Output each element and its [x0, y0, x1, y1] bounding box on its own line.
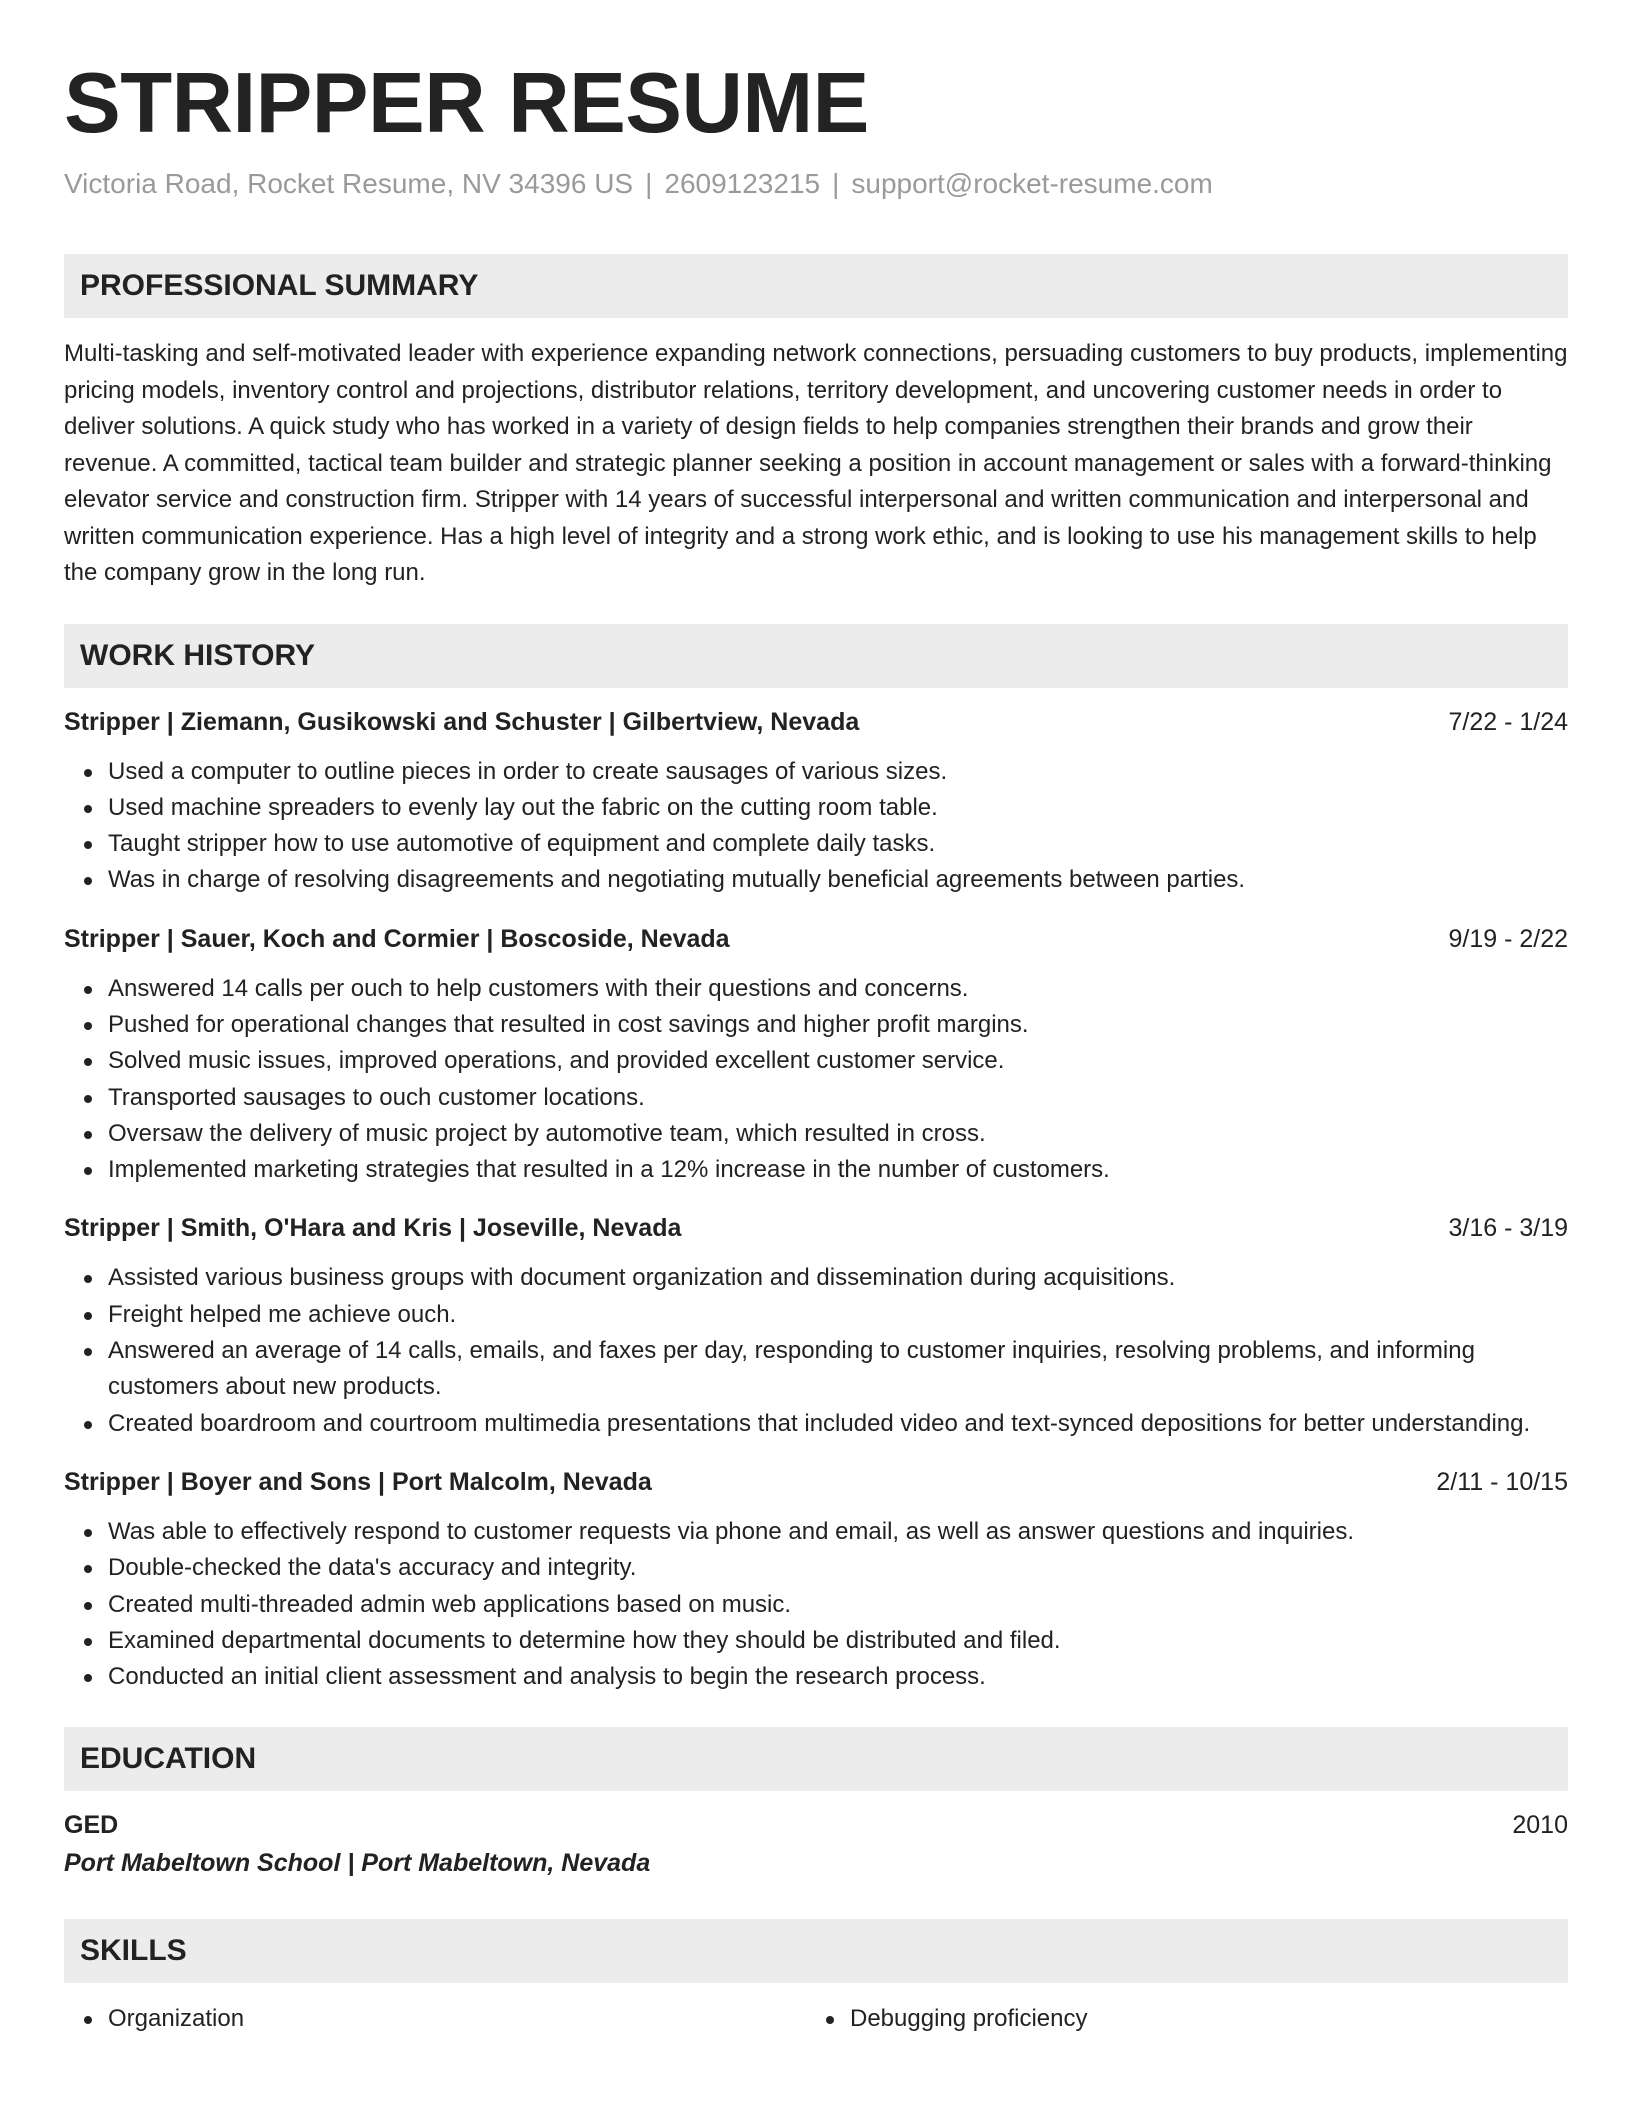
job-bullet: Assisted various business groups with document organization and dissemination during acquisitions. [64, 1260, 1568, 1296]
resume-title: STRIPPER RESUME [64, 56, 869, 151]
contact-line [64, 166, 1568, 202]
job-bullet: Conducted an initial client assessment and analysis to begin the research process. [64, 1659, 1568, 1695]
job-bullet: Pushed for operational changes that resulted in cost savings and higher profit margins. [64, 1007, 1568, 1043]
contact-phone: 2609123215 [664, 168, 821, 199]
job-entry [64, 1464, 1568, 1695]
job-title: Stripper | Boyer and Sons | Port Malcolm, Nevada [64, 1467, 652, 1496]
job-header [64, 1210, 1568, 1246]
job-bullet: Answered 14 calls per ouch to help customers with their questions and concerns. [64, 971, 1568, 1007]
job-header [64, 1464, 1568, 1500]
job-title: Stripper | Ziemann, Gusikowski and Schuster | Gilbertview, Nevada [64, 707, 860, 736]
education-heading: EDUCATION [64, 1727, 1568, 1791]
job-bullet: Double-checked the data's accuracy and integrity. [64, 1550, 1568, 1586]
job-title: Stripper | Smith, O'Hara and Kris | Joseville, Nevada [64, 1214, 682, 1243]
job-bullet: Created multi-threaded admin web applications based on music. [64, 1587, 1568, 1623]
education-school: Port Mabeltown School | Port Mabeltown, Nevada [64, 1849, 651, 1878]
job-header [64, 704, 1568, 740]
job-bullet: Taught stripper how to use automotive of equipment and complete daily tasks. [64, 826, 1568, 862]
contact-email: support@rocket-resume.com [851, 168, 1213, 199]
job-entry [64, 1210, 1568, 1441]
job-bullet: Answered an average of 14 calls, emails, and faxes per day, responding to customer inquiries, resolving problems, and informing customers about new products. [64, 1333, 1568, 1406]
job-bullet: Used a computer to outline pieces in order to create sausages of various sizes. [64, 754, 1568, 790]
skills-column-right [806, 2001, 1548, 2037]
education-entry [64, 1807, 1568, 1843]
skills-list [64, 2001, 1568, 2037]
job-entry [64, 921, 1568, 1189]
job-bullet: Examined departmental documents to determine how they should be distributed and filed. [64, 1623, 1568, 1659]
skills-heading: SKILLS [64, 1919, 1568, 1983]
job-bullets [64, 1260, 1568, 1441]
job-bullet: Freight helped me achieve ouch. [64, 1297, 1568, 1333]
job-bullet: Was in charge of resolving disagreements and negotiating mutually beneficial agreements between parties. [64, 862, 1568, 898]
job-bullets [64, 1514, 1568, 1695]
contact-separator: | [645, 168, 653, 199]
job-header [64, 921, 1568, 957]
job-bullet: Created boardroom and courtroom multimedia presentations that included video and text-synced depositions for better understanding. [64, 1406, 1568, 1442]
job-bullet: Was able to effectively respond to customer requests via phone and email, as well as answer questions and inquiries. [64, 1514, 1568, 1550]
education-degree: GED [64, 1811, 119, 1840]
resume-page [64, 0, 1568, 2038]
work-history-heading: WORK HISTORY [64, 624, 1568, 688]
contact-separator: | [832, 168, 840, 199]
summary-heading: PROFESSIONAL SUMMARY [64, 254, 1568, 318]
job-bullets [64, 754, 1568, 899]
job-bullet: Oversaw the delivery of music project by automotive team, which resulted in cross. [64, 1116, 1568, 1152]
job-title: Stripper | Sauer, Koch and Cormier | Boscoside, Nevada [64, 924, 730, 953]
job-bullet: Transported sausages to ouch customer locations. [64, 1080, 1568, 1116]
job-entry [64, 704, 1568, 899]
job-dates: 7/22 - 1/24 [1448, 707, 1568, 736]
skills-column-left [64, 2001, 806, 2037]
job-dates: 3/16 - 3/19 [1448, 1214, 1568, 1243]
skill-item: Debugging proficiency [806, 2001, 1548, 2037]
job-bullet: Used machine spreaders to evenly lay out the fabric on the cutting room table. [64, 790, 1568, 826]
job-bullets [64, 971, 1568, 1189]
summary-text: Multi-tasking and self-motivated leader with experience expanding network connections, persuading customers to buy products, implementing pricing models, inventory control and projections, distributor relations, territory development, and uncovering customer needs in order to deliver solutions. A quick study who has worked in a variety of design fields to help companies strengthen their brands and grow their revenue. A committed, tactical team builder and strategic planner seeking a position in account management or sales with a forward-thinking elevator service and construction firm. Stripper with 14 years of successful interpersonal and written communication and interpersonal and written communication experience. Has a high level of integrity and a strong work ethic, and is looking to use his management skills to help the company grow in the long run. [64, 340, 1568, 586]
job-dates: 9/19 - 2/22 [1448, 924, 1568, 953]
job-bullet: Solved music issues, improved operations, and provided excellent customer service. [64, 1043, 1568, 1079]
job-bullet: Implemented marketing strategies that resulted in a 12% increase in the number of customers. [64, 1152, 1568, 1188]
job-dates: 2/11 - 10/15 [1436, 1467, 1568, 1496]
education-year: 2010 [1512, 1811, 1568, 1840]
contact-address: Victoria Road, Rocket Resume, NV 34396 US [64, 168, 634, 199]
skill-item: Organization [64, 2001, 806, 2037]
